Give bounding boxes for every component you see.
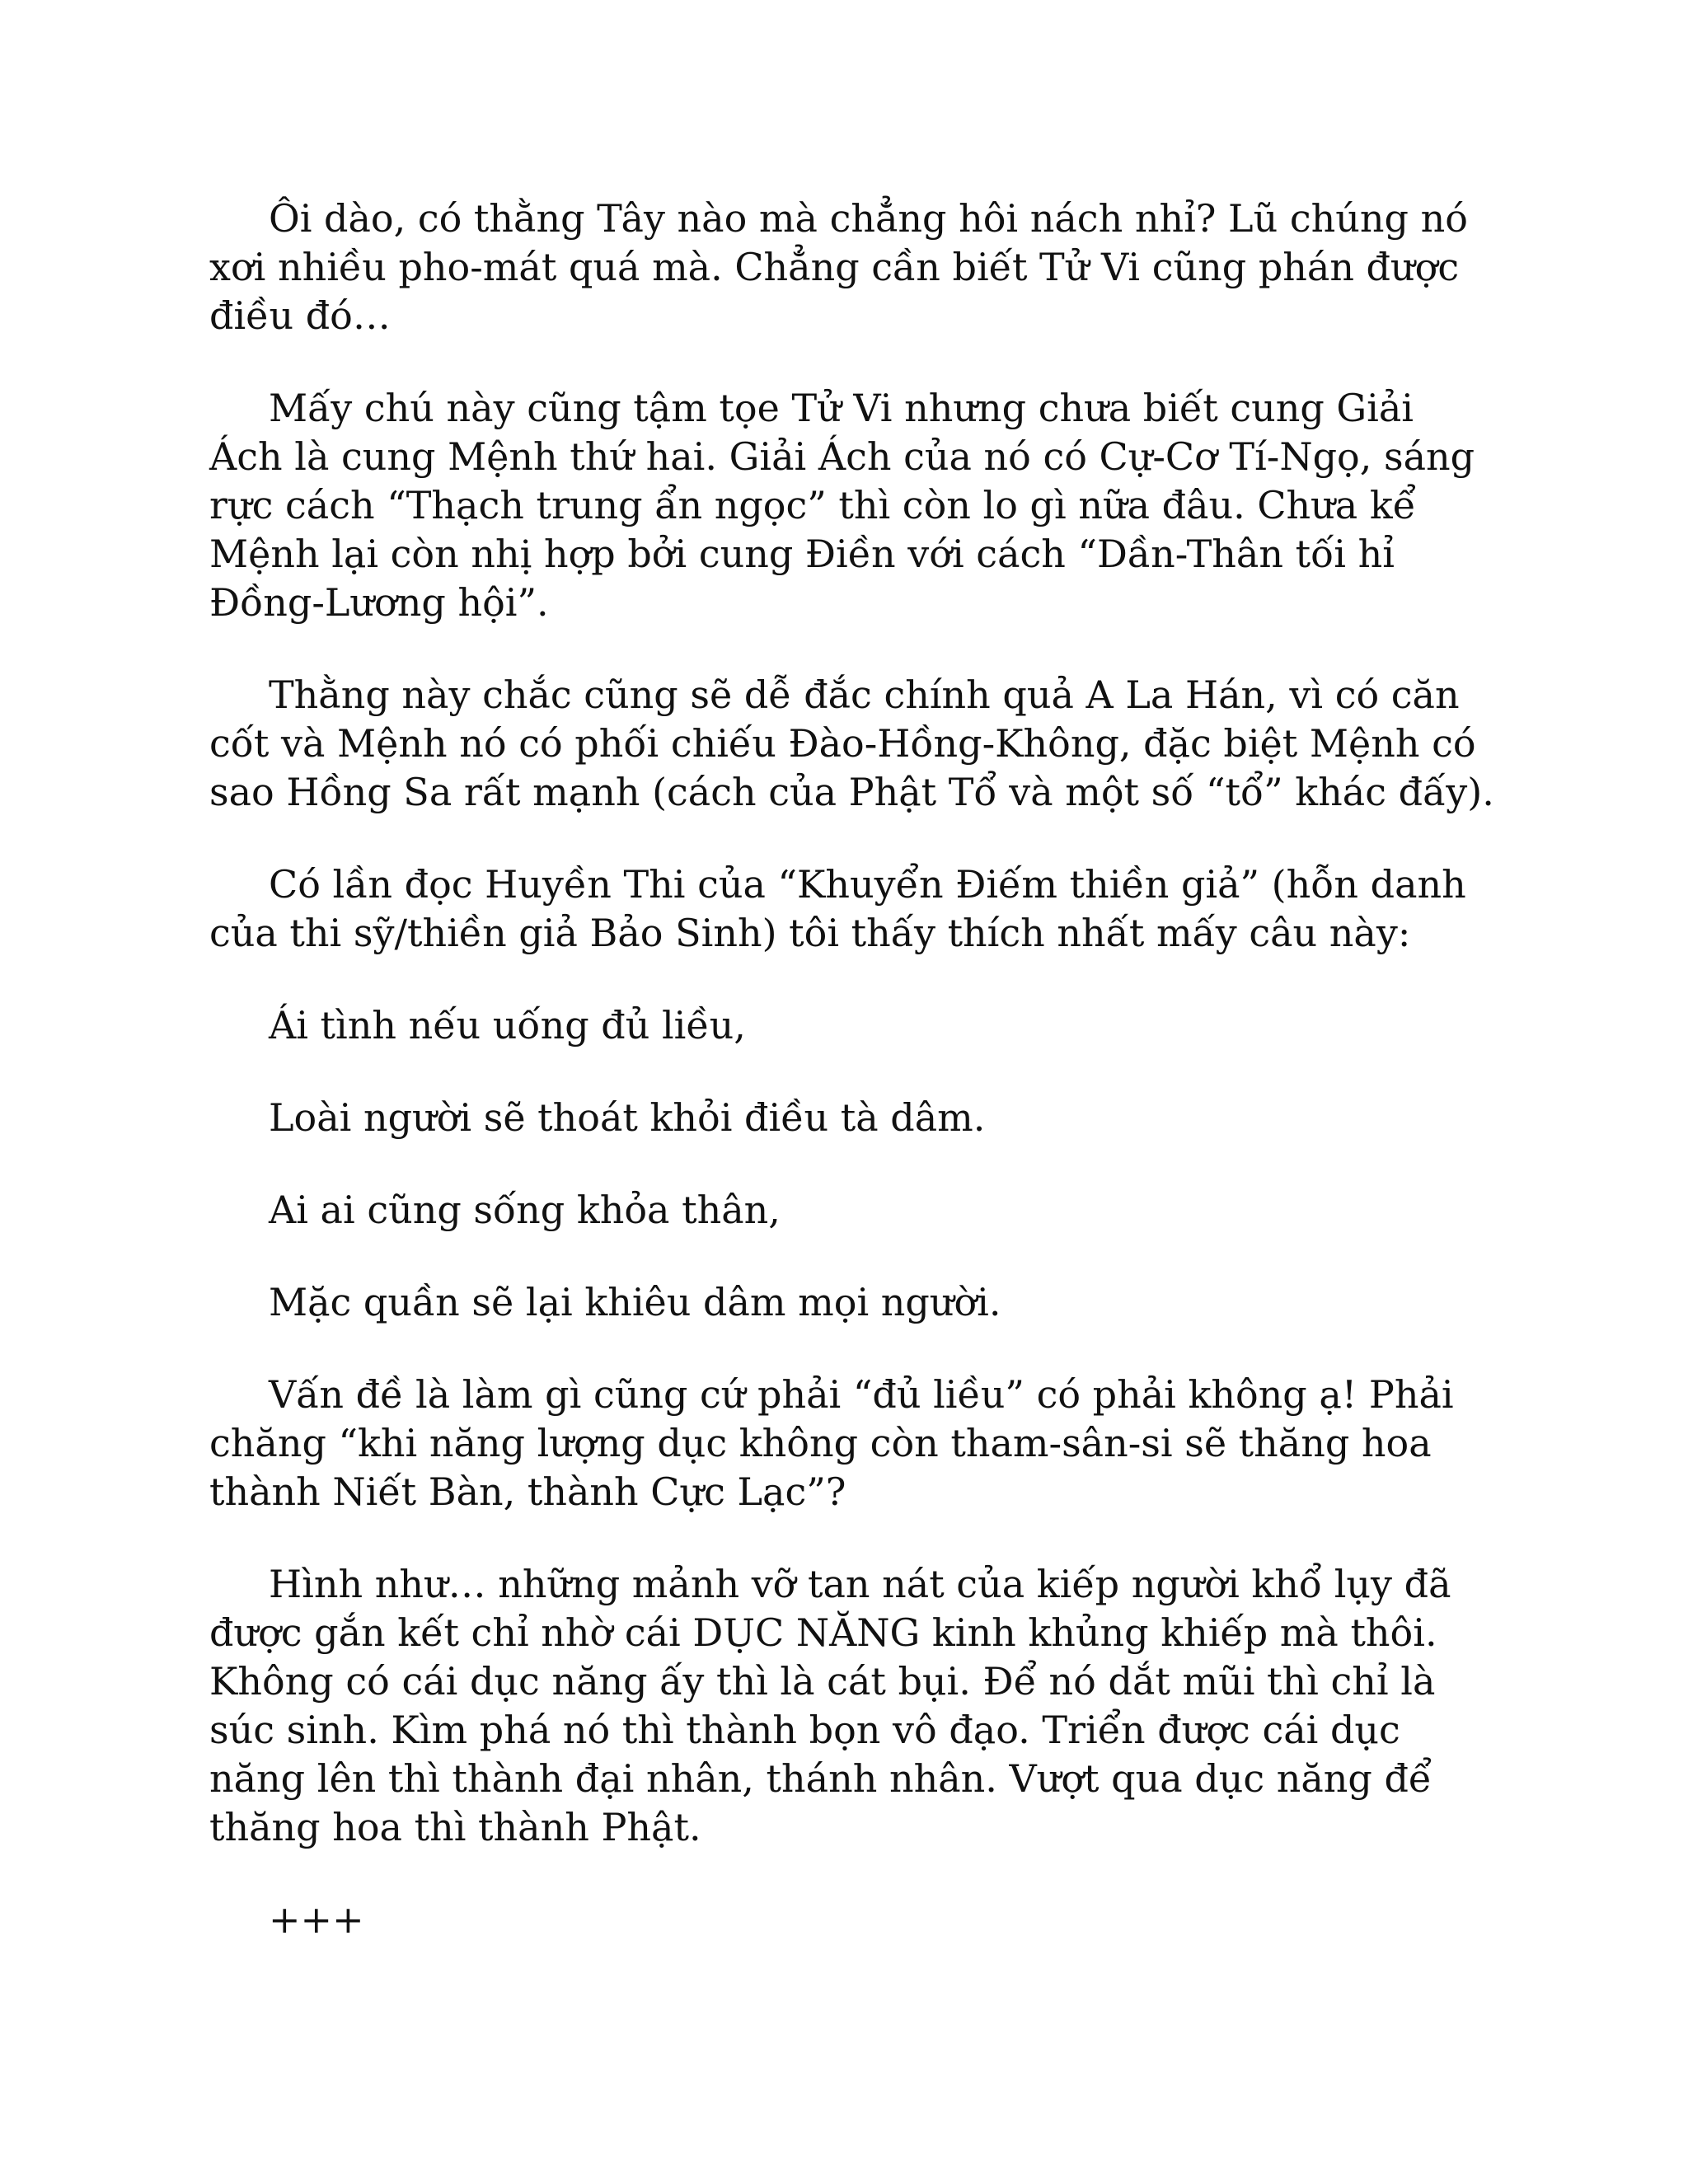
paragraph-5: Vấn đề là làm gì cũng cứ phải “đủ liều” có phải không ạ! Phải chăng “khi năng lượng dục không còn tham-sân-si sẽ thăng hoa thành Niết Bàn, thành Cực Lạc”?: [209, 1372, 1454, 1514]
document-body: [209, 194, 1495, 1944]
verse-line-3: Ai ai cũng sống khỏa thân,: [269, 1188, 781, 1232]
paragraph-6: Hình như… những mảnh vỡ tan nát của kiếp người khổ lụy đã được gắn kết chỉ nhờ cái DỤC NĂNG kinh khủng khiếp mà thôi. Không có cái dục năng ấy thì là cát bụi. Để nó dắt mũi thì chỉ là súc sinh. Kìm phá nó thì thành bọn vô đạo. Triển được cái dục năng lên thì thành đại nhân, thánh nhân. Vượt qua dục năng để thăng hoa thì thành Phật.: [209, 1562, 1451, 1849]
paragraph-3: Thằng này chắc cũng sẽ dễ đắc chính quả A La Hán, vì có căn cốt và Mệnh nó có phối chiếu Đào-Hồng-Không, đặc biệt Mệnh có sao Hồng Sa rất mạnh (cách của Phật Tổ và một số “tổ” khác đấy).: [209, 673, 1494, 814]
paragraph-1: Ôi dào, có thằng Tây nào mà chẳng hôi nách nhỉ? Lũ chúng nó xơi nhiều pho-mát quá mà. Chẳng cần biết Tử Vi cũng phán được điều đó…: [209, 196, 1468, 338]
verse-line-2: Loài người sẽ thoát khỏi điều tà dâm.: [269, 1095, 986, 1140]
paragraph-4: Có lần đọc Huyền Thi của “Khuyển Điếm thiền giả” (hỗn danh của thi sỹ/thiền giả Bảo Sinh) tôi thấy thích nhất mấy câu này:: [209, 862, 1466, 955]
verse-line-1: Ái tình nếu uống đủ liều,: [269, 1003, 746, 1047]
paragraph-2: Mấy chú này cũng tậm tọe Tử Vi nhưng chưa biết cung Giải Ách là cung Mệnh thứ hai. Giải Ách của nó có Cự-Cơ Tí-Ngọ, sáng rực cách “Thạch trung ẩn ngọc” thì còn lo gì nữa đâu. Chưa kể Mệnh lại còn nhị hợp bởi cung Điền với cách “Dần-Thân tối hỉ Đồng-Lương hội”.: [209, 386, 1475, 625]
verse-line-4: Mặc quần sẽ lại khiêu dâm mọi người.: [269, 1280, 1001, 1324]
section-separator: +++: [269, 1897, 364, 1942]
